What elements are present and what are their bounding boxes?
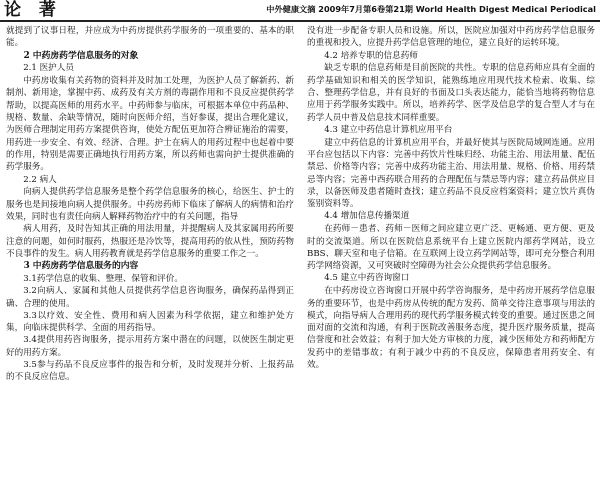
subsection-heading: 2.2 病人 xyxy=(23,174,57,185)
paragraph: 3.1药学信息的收集、整理、保管和评价。 xyxy=(23,273,183,284)
paragraph: 3.2向病人、家属和其他人员提供药学信息咨询服务，确保药品得到正确、合理的使用。 xyxy=(6,286,294,309)
subsection-heading: 4.5 建立中药咨询窗口 xyxy=(324,273,410,284)
paragraph: 在药师－患者、药师－医师之间应建立更广泛、更畅通、更方便、更及时的交流渠道。所以在医院信息系统平台上建立医院内部药学网站，设立BBS、聊天室和电子信箱。在互联网上设立药学网站等，即可充分整合利用药学网络资源，又可突破时空障碍为社会公众提供药学信息服务。 xyxy=(307,224,595,272)
subsection-heading: 4.4 增加信息传播渠道 xyxy=(324,211,410,222)
paragraph: 就提到了议事日程，并应成为中药房提供药学服务的一项重要的、基本的职能。 xyxy=(6,26,294,49)
paragraph: 建立中药信息的计算机应用平台，并最好使其与医院局域网连通。应用平台应包括以下内容：完善中药饮片性味归经、功能主治、用法用量、配伍禁忌、价格等内容；完善中成药功能主治、用法用量、规格、价格、用药禁忌等内容；完善中西药联合用药的合理配伍与禁忌等内容；建立药品供应目录，以备医师及患者随时查找；建立药品不良反应档案资料；建立饮片真伪鉴别资料等。 xyxy=(307,137,595,210)
paragraph: 3.4提供用药咨询服务，提示用药方案中潜在的问题，以使医生制定更好的用药方案。 xyxy=(6,335,294,358)
page-header xyxy=(0,0,600,22)
paragraph: 没有进一步配备专职人员和设施。所以，医院应加强对中药房药学信息服务的重视和投入，应提升药学信息管理的地位，建立良好的运转环境。 xyxy=(307,26,595,49)
left-column xyxy=(6,25,294,495)
paragraph: 3.3以疗效、安全性、费用和病人因素为科学依据，建立和维护处方集，向临床提供科学、全面的用药指导。 xyxy=(6,310,294,334)
section-heading: 3 中药房药学信息服务的内容 xyxy=(23,261,139,272)
paragraph: 缺乏专职的信息药师是目前医院的共性。专职的信息药师应具有全面的药学基础知识和相关的医学知识，能熟练地应用现代技术检索、收集、综合、整理药学信息，并有良好的书面及口头表达能力，能恰当地将药物信息应用于药学服务实践中。所以，培养药学、医学及信息学的复合型人才与在药学人员中普及信息技术同样重要。 xyxy=(307,63,595,123)
subsection-heading: 4.3 建立中药信息计算机应用平台 xyxy=(324,124,453,135)
section-title: 论 著 xyxy=(4,0,62,20)
right-column xyxy=(307,25,595,495)
section-heading: 2 中药房药学信息服务的对象 xyxy=(23,50,139,61)
paragraph: 向病人提供药学信息服务是整个药学信息服务的核心，给医生、护士的服务也是间接地向病人提供服务。中药房药师下临床了解病人的病情和治疗效果，同时也有责任向病人解释药物治疗中的有关问题，指导 xyxy=(6,187,294,222)
paragraph: 病人用药，及时告知其正确的用法用量，并提醒病人及其家属用药所要注意的问题，如何时服药，热服还是冷饮等，提高用药的依从性，预防药物不良事件的发生。病人用药教育就是药学信息服务的重要工作之一。 xyxy=(6,224,294,259)
paragraph: 中药房收集有关药物的资料并及时加工处理，为医护人员了解新药、新制剂、新用途，掌握中药、成药及有关方剂的毒副作用和不良反应提供药学帮助，以提高医师的用药水平。中药师参与临床，可根据本单位中药品种、规格、数量、余缺等情况，随时向医师介绍，当好参谋，提出合理化建议，为医师合理制定用药方案提供咨询，使处方配伍更加符合辨证施治的需要，用药进一步安全、有效、经济、合理。护士在病人的用药过程中也起着中要的作用，特别是需要正确地执行用药方案，所以药师也需向护士提供准确的药学服务。 xyxy=(6,76,294,173)
subsection-heading: 2.1 医护人员 xyxy=(23,63,74,74)
paragraph: 3.5参与药品不良反应事件的报告和分析，及时发现并分析、上报药品的不良反应信息。 xyxy=(6,360,294,383)
subsection-heading: 4.2 培养专职的信息药师 xyxy=(324,50,418,61)
journal-info: 中外健康文摘 2009年7月第6卷第21期 World Health Digest Medical Periodical xyxy=(266,4,596,14)
paragraph: 在中药房设立咨询窗口开展中药学咨询服务，是中药房开展药学信息服务的重要环节，也是中药房从传统的配方发药、简单交待注意事项与用法的模式，向指导病人合理用药的现代药学服务模式转变的重要。通过医患之间面对面的交流和沟通，有利于医院改善服务态度，提升医疗服务质量，提高信誉度和社会效益；有利于加大处方审核的力度，减少医师处方和药师配方发药中的差错事故；有利于减少中药的不良反应，保障患者用药安全、有效。 xyxy=(307,286,595,371)
